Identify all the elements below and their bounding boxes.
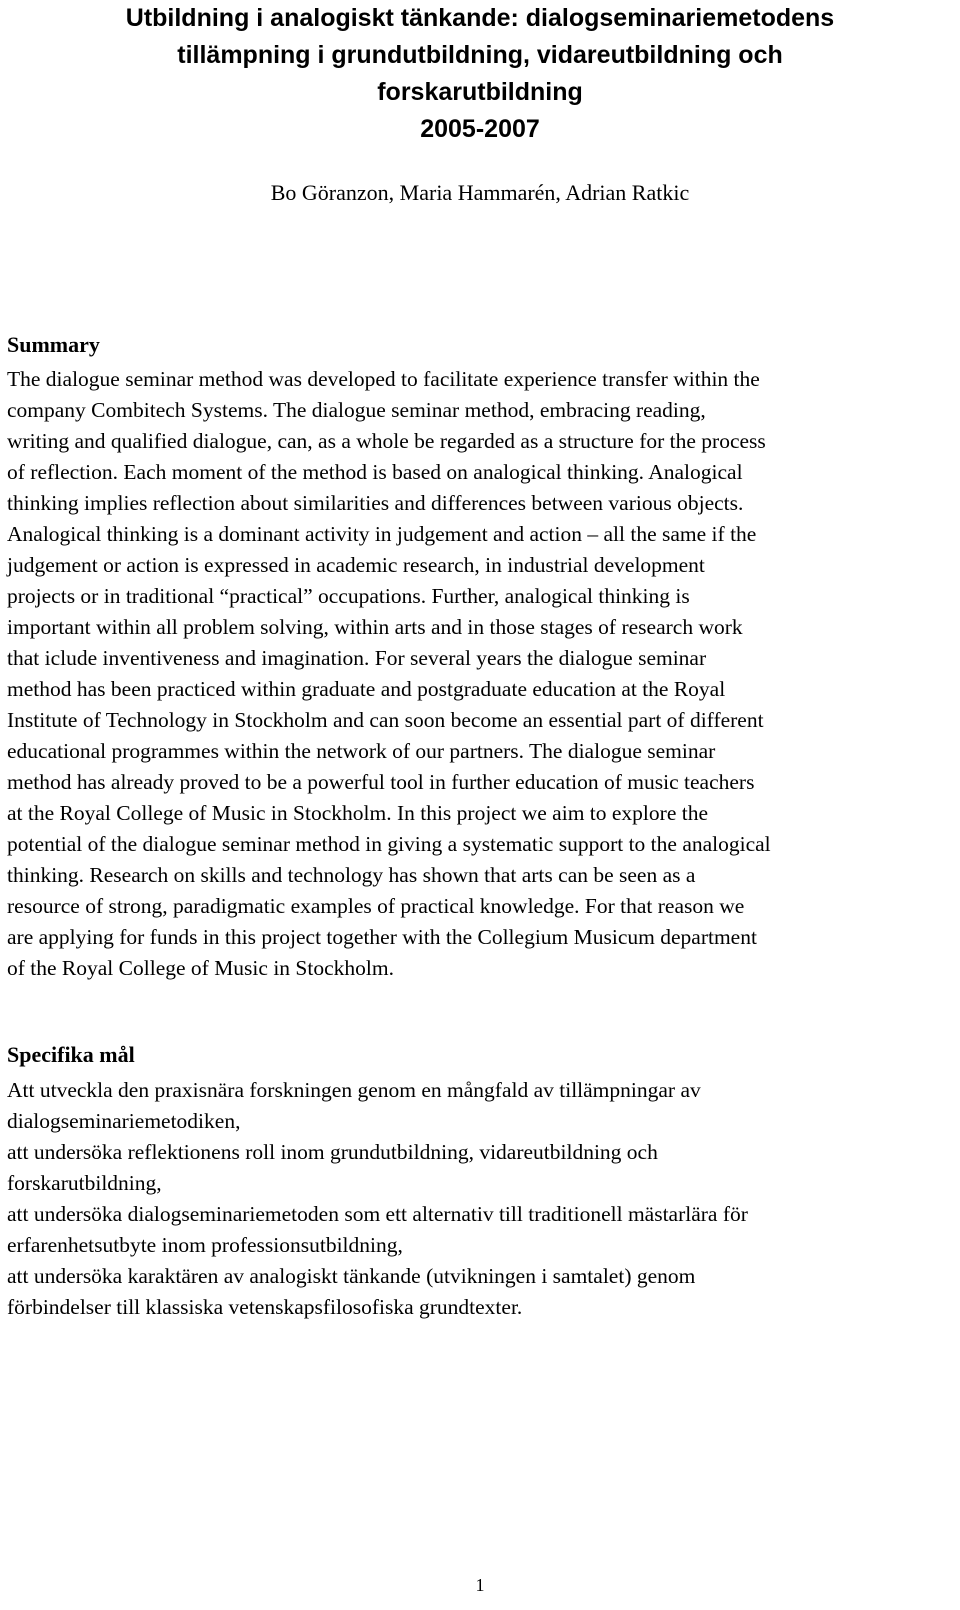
goal-line: att undersöka karaktären av analogiskt tänkande (utvikningen i samtalet) genom [7, 1264, 696, 1288]
title-year-range: 2005-2007 [420, 115, 540, 143]
summary-line: thinking implies reflection about similarities and differences between various objects. [7, 491, 744, 515]
summary-line: projects or in traditional “practical” occupations. Further, analogical thinking is [7, 584, 690, 608]
summary-line: judgement or action is expressed in academic research, in industrial development [7, 553, 705, 577]
title-line-3: forskarutbildning [377, 78, 583, 106]
document-title [0, 0, 960, 148]
summary-paragraph [7, 364, 952, 984]
summary-line: important within all problem solving, within arts and in those stages of research work [7, 615, 743, 639]
page-number: 1 [475, 1575, 485, 1595]
summary-line: method has already proved to be a powerful tool in further education of music teachers [7, 770, 755, 794]
goal-line: erfarenhetsutbyte inom professionsutbildning, [7, 1233, 403, 1257]
summary-line: of the Royal College of Music in Stockholm. [7, 956, 394, 980]
authors-line: Bo Göranzon, Maria Hammarén, Adrian Ratkic [270, 180, 690, 205]
summary-line: writing and qualified dialogue, can, as a whole be regarded as a structure for the process [7, 429, 766, 453]
summary-line: resource of strong, paradigmatic examples of practical knowledge. For that reason we [7, 894, 745, 918]
summary-line: company Combitech Systems. The dialogue seminar method, embracing reading, [7, 398, 706, 422]
summary-line: are applying for funds in this project together with the Collegium Musicum department [7, 925, 757, 949]
summary-line: at the Royal College of Music in Stockholm. In this project we aim to explore the [7, 801, 708, 825]
summary-line: thinking. Research on skills and technology has shown that arts can be seen as a [7, 863, 696, 887]
specific-goals-heading: Specifika mål [7, 1042, 135, 1067]
goal-line: att undersöka reflektionens roll inom grundutbildning, vidareutbildning och [7, 1140, 658, 1164]
summary-line: of reflection. Each moment of the method is based on analogical thinking. Analogical [7, 460, 743, 484]
summary-heading: Summary [7, 332, 100, 357]
specific-goals-list [7, 1075, 952, 1323]
goal-line: dialogseminariemetodiken, [7, 1109, 241, 1133]
goal-line: Att utveckla den praxisnära forskningen genom en mångfald av tillämpningar av [7, 1078, 701, 1102]
summary-line: Analogical thinking is a dominant activity in judgement and action – all the same if the [7, 522, 757, 546]
summary-line: Institute of Technology in Stockholm and can soon become an essential part of different [7, 708, 764, 732]
goal-line: forskarutbildning, [7, 1171, 162, 1195]
summary-line: The dialogue seminar method was developed to facilitate experience transfer within the [7, 367, 760, 391]
title-line-1: Utbildning i analogiskt tänkande: dialogseminariemetodens [125, 4, 835, 32]
summary-line: method has been practiced within graduate and postgraduate education at the Royal [7, 677, 726, 701]
summary-line: potential of the dialogue seminar method in giving a systematic support to the analogical [7, 832, 771, 856]
goal-line: förbindelser till klassiska vetenskapsfilosofiska grundtexter. [7, 1295, 523, 1319]
summary-line: that iclude inventiveness and imagination. For several years the dialogue seminar [7, 646, 707, 670]
title-line-2: tillämpning i grundutbildning, vidareutbildning och [177, 41, 783, 69]
goal-line: att undersöka dialogseminariemetoden som ett alternativ till traditionell mästarlära för [7, 1202, 748, 1226]
summary-line: educational programmes within the network of our partners. The dialogue seminar [7, 739, 716, 763]
